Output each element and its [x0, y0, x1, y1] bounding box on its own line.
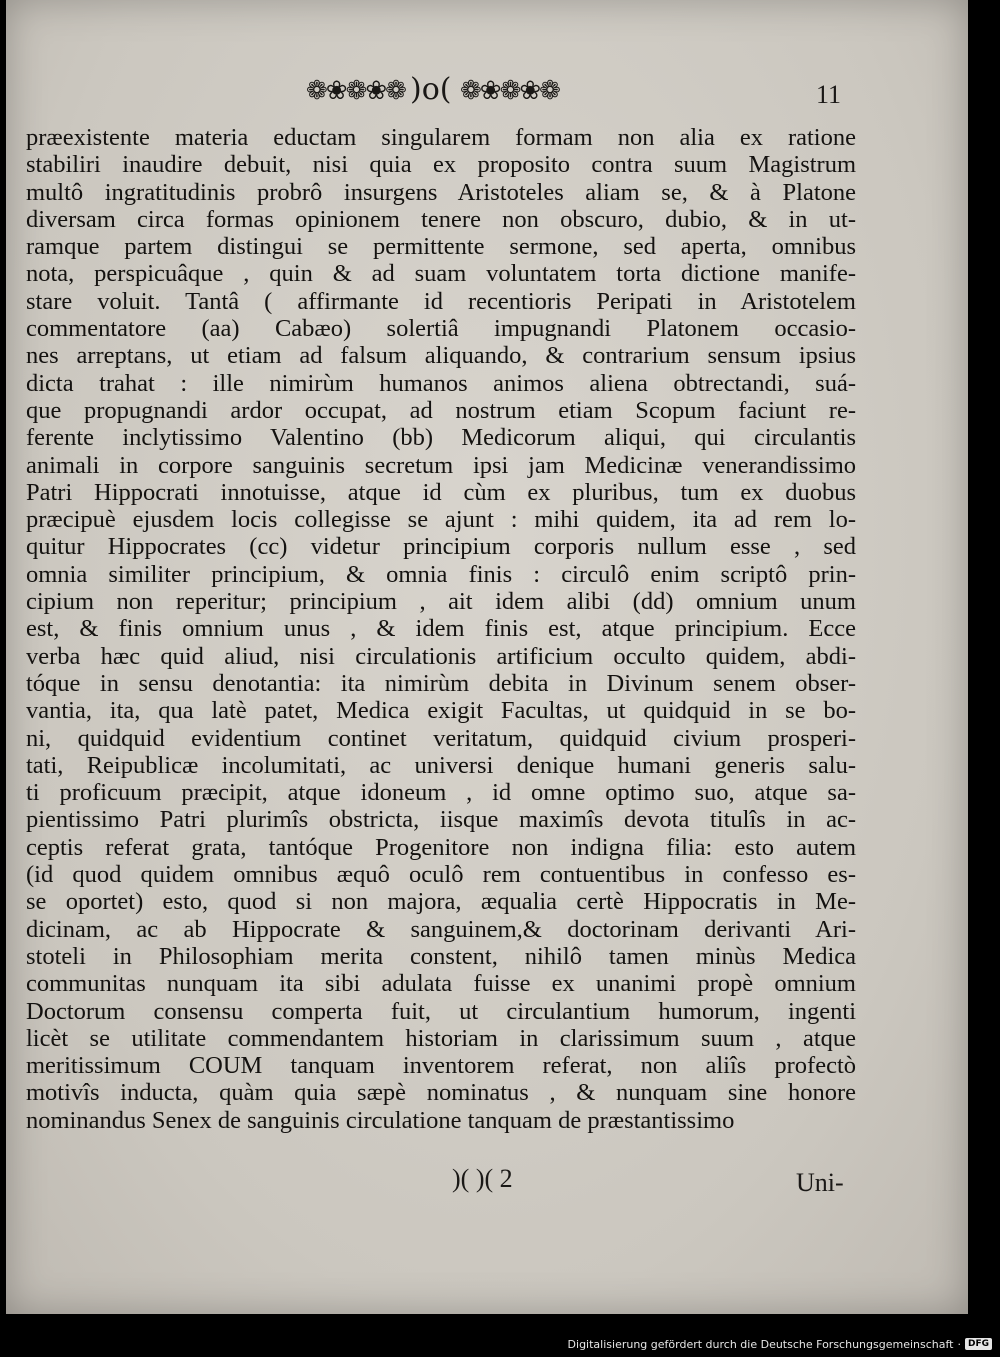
text-line: (id quod quidem omnibus æquô oculô rem contuentibus in confesso es- — [26, 861, 856, 889]
credit-text: Digitalisierung gefördert durch die Deutsche Forschungsgemeinschaft — [567, 1337, 954, 1351]
text-line: stoteli in Philosophiam merita constent, nihilô tamen minùs Medica — [26, 942, 856, 970]
text-line: communitas nunquam ita sibi adulata fuisse ex unanimi propè omnium — [26, 970, 856, 998]
text-line: ni, quidquid evidentium continet veritatum, quidquid civium prosperi- — [26, 724, 856, 752]
text-line: meritissimum COUM tanquam inventorem referat, non aliîs profectò — [26, 1052, 856, 1080]
text-line: dicinam, ac ab Hippocrate & sanguinem,& doctorinam derivanti Ari- — [26, 915, 856, 943]
text-line: tati, Reipublicæ incolumitati, ac universi denique humani generis salu- — [26, 751, 856, 779]
text-line: nes arreptans, ut etiam ad falsum aliquando, & contrarium sensum ipsius — [26, 342, 856, 370]
catchword: Uni- — [796, 1168, 844, 1197]
text-line: multô ingratitudinis probrô insurgens Aristoteles aliam se, & à Platone — [26, 178, 856, 206]
text-line: est, & finis omnium unus , & idem finis est, atque principium. Ecce — [26, 615, 856, 643]
text-line: cipium non reperitur; principium , ait idem alibi (dd) omnium unum — [26, 588, 856, 616]
text-line: nominandus Senex de sanguinis circulatione tanquam de præstantissimo — [26, 1106, 735, 1134]
ornament-right-icon: ❁❀❁❀❁ — [460, 76, 559, 106]
page-footer — [6, 1164, 968, 1204]
text-line: stabiliri inaudire debuit, nisi quia ex proposito contra suum Magistrum — [26, 151, 856, 179]
digitization-credit — [568, 1336, 992, 1352]
text-line: omnia similiter principium, & omnia finis : circulô enim scriptô prin- — [26, 560, 856, 588]
text-line: animali in corpore sanguinis secretum ipsi jam Medicinæ venerandissimo — [26, 451, 856, 479]
text-line: Patri Hippocrati innotuisse, atque id cùm ex pluribus, tum ex duobus — [26, 478, 856, 506]
text-line: se oportet) esto, quod si non majora, æqualia certè Hippocratis in Me- — [26, 888, 856, 916]
text-line: ti proficuum præcipit, atque idoneum , id omne optimo suo, atque sa- — [26, 779, 856, 807]
text-line: præcipuè ejusdem locis collegisse se ajunt : mihi quidem, ita ad rem lo- — [26, 506, 856, 534]
book-page — [6, 0, 968, 1314]
text-line: dicta trahat : ille nimirùm humanos animos aliena obtrectandi, suá- — [26, 369, 856, 397]
ornament-left-icon: ❁❀❁❀❁ — [306, 76, 405, 106]
text-line: licèt se utilitate commendantem historiam in clarissimum suum , atque — [26, 1024, 856, 1052]
text-line: motivîs inducta, quàm quia sæpè nominatus , & nunquam sine honore — [26, 1079, 856, 1107]
signature-mark: )( )( 2 — [452, 1164, 513, 1193]
text-line: pientissimo Patri plurimîs obstricta, iisque maximîs devota titulîs in ac- — [26, 806, 856, 834]
text-line: commentatore (aa) Cabæo) solertiâ impugnandi Platonem occasio- — [26, 315, 856, 343]
page-number: 11 — [816, 80, 842, 109]
text-line: que propugnandi ardor occupat, ad nostrum etiam Scopum faciunt re- — [26, 396, 856, 424]
text-line: ceptis referat grata, tantóque Progenitore non indigna filia: esto autem — [26, 833, 856, 861]
text-line: quitur Hippocrates (cc) videtur principium corporis nullum esse , sed — [26, 533, 856, 561]
page-header — [6, 72, 968, 112]
text-line: stare voluit. Tantâ ( affirmante id recentioris Peripati in Aristotelem — [26, 287, 856, 315]
body-text — [26, 124, 856, 1134]
text-line: Doctorum consensu comperta fuit, ut circulantium humorum, ingenti — [26, 997, 856, 1025]
text-line: nota, perspicuâque , quin & ad suam voluntatem torta dictione manife- — [26, 260, 856, 288]
text-line: præexistente materia eductam singularem formam non alia ex ratione — [26, 124, 856, 151]
text-line: ferente inclytissimo Valentino (bb) Medicorum aliqui, qui circulantis — [26, 424, 856, 452]
ornament-mid: )o( — [410, 72, 452, 107]
text-line: ramque partem distingui se permittente sermone, sed aperta, omnibus — [26, 233, 856, 261]
dfg-logo-icon: DFG — [965, 1338, 992, 1350]
separator: · — [957, 1337, 961, 1351]
text-line: diversam circa formas opinionem tenere non obscuro, dubio, & in ut- — [26, 205, 856, 233]
text-line: verba hæc quid aliud, nisi circulationis artificium occulto quidem, abdi- — [26, 642, 856, 670]
text-line: vantia, ita, qua latè patet, Medica exigit Facultas, ut quidquid in se bo- — [26, 697, 856, 725]
text-line: tóque in sensu denotantia: ita nimirùm debita in Divinum senem obser- — [26, 669, 856, 697]
